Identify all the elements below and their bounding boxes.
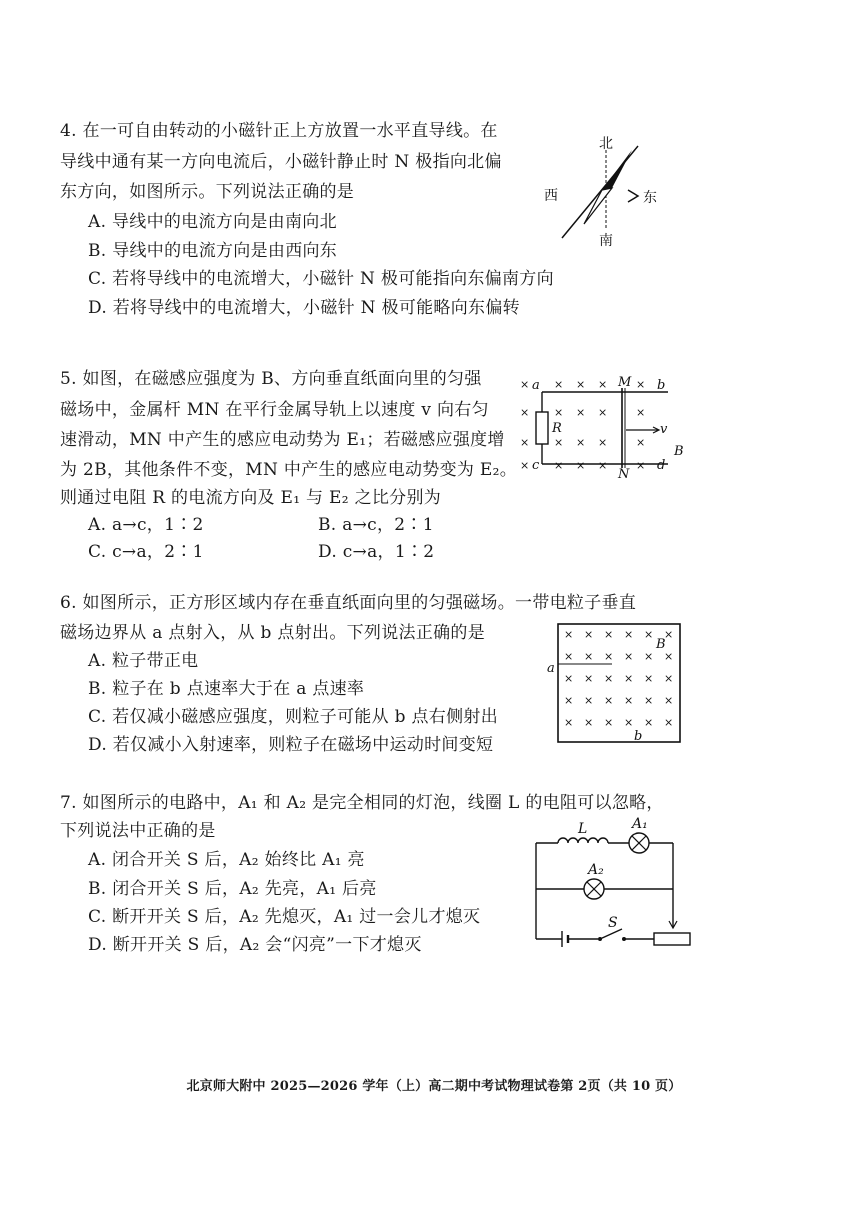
field-cross-icon: ×: [584, 716, 594, 729]
north-label: 北: [599, 136, 613, 152]
field-cross-icon: ×: [554, 378, 564, 391]
field-cross-icon: ×: [554, 459, 564, 472]
field-cross-icon: ×: [564, 628, 574, 641]
label-l: L: [578, 821, 588, 837]
field-cross-icon: ×: [664, 716, 674, 729]
field-cross-icon: ×: [576, 436, 586, 449]
q7-stem-line-1: 7. 如图所示的电路中，A₁ 和 A₂ 是完全相同的灯泡，线圈 L 的电阻可以忽略，: [60, 793, 664, 813]
q4-option-a: A. 导线中的电流方向是由南向北: [88, 212, 337, 232]
q5-stem-line-2: 磁场中，金属杆 MN 在平行金属导轨上以速度 v 向右匀: [60, 400, 489, 420]
resistor-r: [536, 412, 548, 444]
field-cross-icon: ×: [576, 459, 586, 472]
q5-rail-figure: [518, 372, 688, 482]
field-cross-icon: ×: [644, 672, 654, 685]
label-m: M: [618, 375, 632, 390]
field-cross-icon: ×: [576, 406, 586, 419]
field-cross-icon: ×: [584, 672, 594, 685]
q7-option-b: B. 闭合开关 S 后，A₂ 先亮，A₁ 后亮: [88, 879, 377, 899]
q4-stem-line-2: 导线中通有某一方向电流后，小磁针静止时 N 极指向北偏: [60, 152, 502, 172]
q5-option-a: A. a→c，1∶2: [88, 515, 204, 535]
page-footer: 北京师大附中 2025—2026 学年（上）高二期中考试物理试卷第 2页（共 10 页）: [186, 1079, 682, 1094]
label-a2: A₂: [588, 862, 604, 878]
label-n: N: [618, 467, 630, 482]
field-cross-icon: ×: [554, 436, 564, 449]
label-b: b: [657, 378, 666, 393]
field-cross-icon: ×: [576, 378, 586, 391]
west-label: 西: [544, 188, 558, 204]
q7-circuit-figure: [528, 815, 693, 955]
field-cross-icon: ×: [644, 628, 654, 641]
q6-square-field-figure: [544, 620, 684, 746]
field-cross-icon: ×: [520, 406, 530, 419]
field-cross-icon: ×: [520, 459, 530, 472]
q5-option-d: D. c→a，1∶2: [318, 542, 435, 562]
q7-stem-line-2: 下列说法中正确的是: [60, 821, 216, 841]
east-label: 东: [643, 190, 657, 206]
field-cross-icon: ×: [664, 650, 674, 663]
label-r: R: [552, 421, 562, 436]
field-cross-icon: ×: [636, 406, 646, 419]
field-cross-icon: ×: [554, 406, 564, 419]
field-cross-icon: ×: [520, 436, 530, 449]
q7-option-a: A. 闭合开关 S 后，A₂ 始终比 A₁ 亮: [88, 850, 365, 870]
field-cross-icon: ×: [624, 716, 634, 729]
field-cross-icon: ×: [584, 650, 594, 663]
label-b-field: B: [656, 637, 666, 652]
q6-stem-line-1: 6. 如图所示，正方形区域内存在垂直纸面向里的匀强磁场。一带电粒子垂直: [60, 593, 637, 613]
q6-option-c: C. 若仅减小磁感应强度，则粒子可能从 b 点右侧射出: [88, 707, 498, 727]
q7-option-d: D. 断开开关 S 后，A₂ 会“闪亮”一下才熄灭: [88, 935, 422, 955]
field-cross-icon: ×: [604, 650, 614, 663]
field-cross-icon: ×: [584, 628, 594, 641]
label-c: c: [532, 458, 540, 473]
label-a: a: [547, 661, 555, 676]
q4-option-c: C. 若将导线中的电流增大，小磁针 N 极可能指向东偏南方向: [88, 269, 554, 289]
q7-option-c: C. 断开开关 S 后，A₂ 先熄灭，A₁ 过一会儿才熄灭: [88, 907, 481, 927]
q6-option-b: B. 粒子在 b 点速率大于在 a 点速率: [88, 679, 365, 699]
south-label: 南: [599, 233, 613, 249]
field-cross-icon: ×: [520, 378, 530, 391]
q5-option-c: C. c→a，2∶1: [88, 542, 204, 562]
field-cross-icon: ×: [598, 436, 608, 449]
q5-option-b: B. a→c，2∶1: [318, 515, 434, 535]
field-cross-icon: ×: [604, 694, 614, 707]
label-b-field: B: [674, 444, 684, 459]
field-cross-icon: ×: [564, 716, 574, 729]
field-cross-icon: ×: [636, 378, 646, 391]
q4-stem-line-1: 4. 在一可自由转动的小磁针正上方放置一水平直导线。在: [60, 121, 498, 141]
east-arrow-icon: [628, 190, 638, 202]
field-cross-icon: ×: [598, 378, 608, 391]
field-cross-icon: ×: [644, 650, 654, 663]
label-d: d: [657, 458, 666, 473]
q4-compass-figure: [540, 128, 670, 253]
q4-option-d: D. 若将导线中的电流增大，小磁针 N 极可能略向东偏转: [88, 298, 520, 318]
label-s: S: [608, 915, 618, 931]
field-cross-icon: ×: [664, 628, 674, 641]
q5-stem-line-4: 为 2B，其他条件不变，MN 中产生的感应电动势变为 E₂。: [60, 460, 518, 480]
q6-option-a: A. 粒子带正电: [88, 651, 199, 671]
label-b: b: [634, 729, 643, 744]
label-a: a: [532, 378, 540, 393]
field-cross-icon: ×: [604, 672, 614, 685]
field-cross-icon: ×: [598, 459, 608, 472]
field-cross-icon: ×: [604, 628, 614, 641]
field-cross-icon: ×: [598, 406, 608, 419]
field-cross-icon: ×: [624, 672, 634, 685]
field-cross-icon: ×: [664, 672, 674, 685]
q4-stem-line-3: 东方向，如图所示。下列说法正确的是: [60, 182, 355, 202]
field-cross-icon: ×: [636, 459, 646, 472]
field-cross-icon: ×: [624, 628, 634, 641]
q5-stem-line-1: 5. 如图，在磁感应强度为 B、方向垂直纸面向里的匀强: [60, 369, 482, 389]
field-cross-icon: ×: [636, 436, 646, 449]
field-cross-icon: ×: [644, 694, 654, 707]
field-cross-icon: ×: [604, 716, 614, 729]
field-cross-icon: ×: [664, 694, 674, 707]
q6-option-d: D. 若仅减小入射速率，则粒子在磁场中运动时间变短: [88, 735, 494, 755]
field-cross-icon: ×: [564, 672, 574, 685]
label-a1: A₁: [632, 816, 648, 832]
field-cross-icon: ×: [564, 650, 574, 663]
coil-l: [558, 838, 608, 843]
q4-option-b: B. 导线中的电流方向是由西向东: [88, 241, 338, 261]
q5-stem-line-5: 则通过电阻 R 的电流方向及 E₁ 与 E₂ 之比分别为: [60, 488, 442, 508]
field-cross-icon: ×: [624, 694, 634, 707]
field-cross-icon: ×: [564, 694, 574, 707]
field-cross-icon: ×: [584, 694, 594, 707]
field-cross-icon: ×: [624, 650, 634, 663]
q6-stem-line-2: 磁场边界从 a 点射入，从 b 点射出。下列说法正确的是: [60, 623, 486, 643]
rheostat: [654, 933, 690, 945]
q5-stem-line-3: 速滑动，MN 中产生的感应电动势为 E₁；若磁感应强度增: [60, 430, 505, 450]
label-v: v: [660, 422, 668, 437]
field-cross-icon: ×: [644, 716, 654, 729]
